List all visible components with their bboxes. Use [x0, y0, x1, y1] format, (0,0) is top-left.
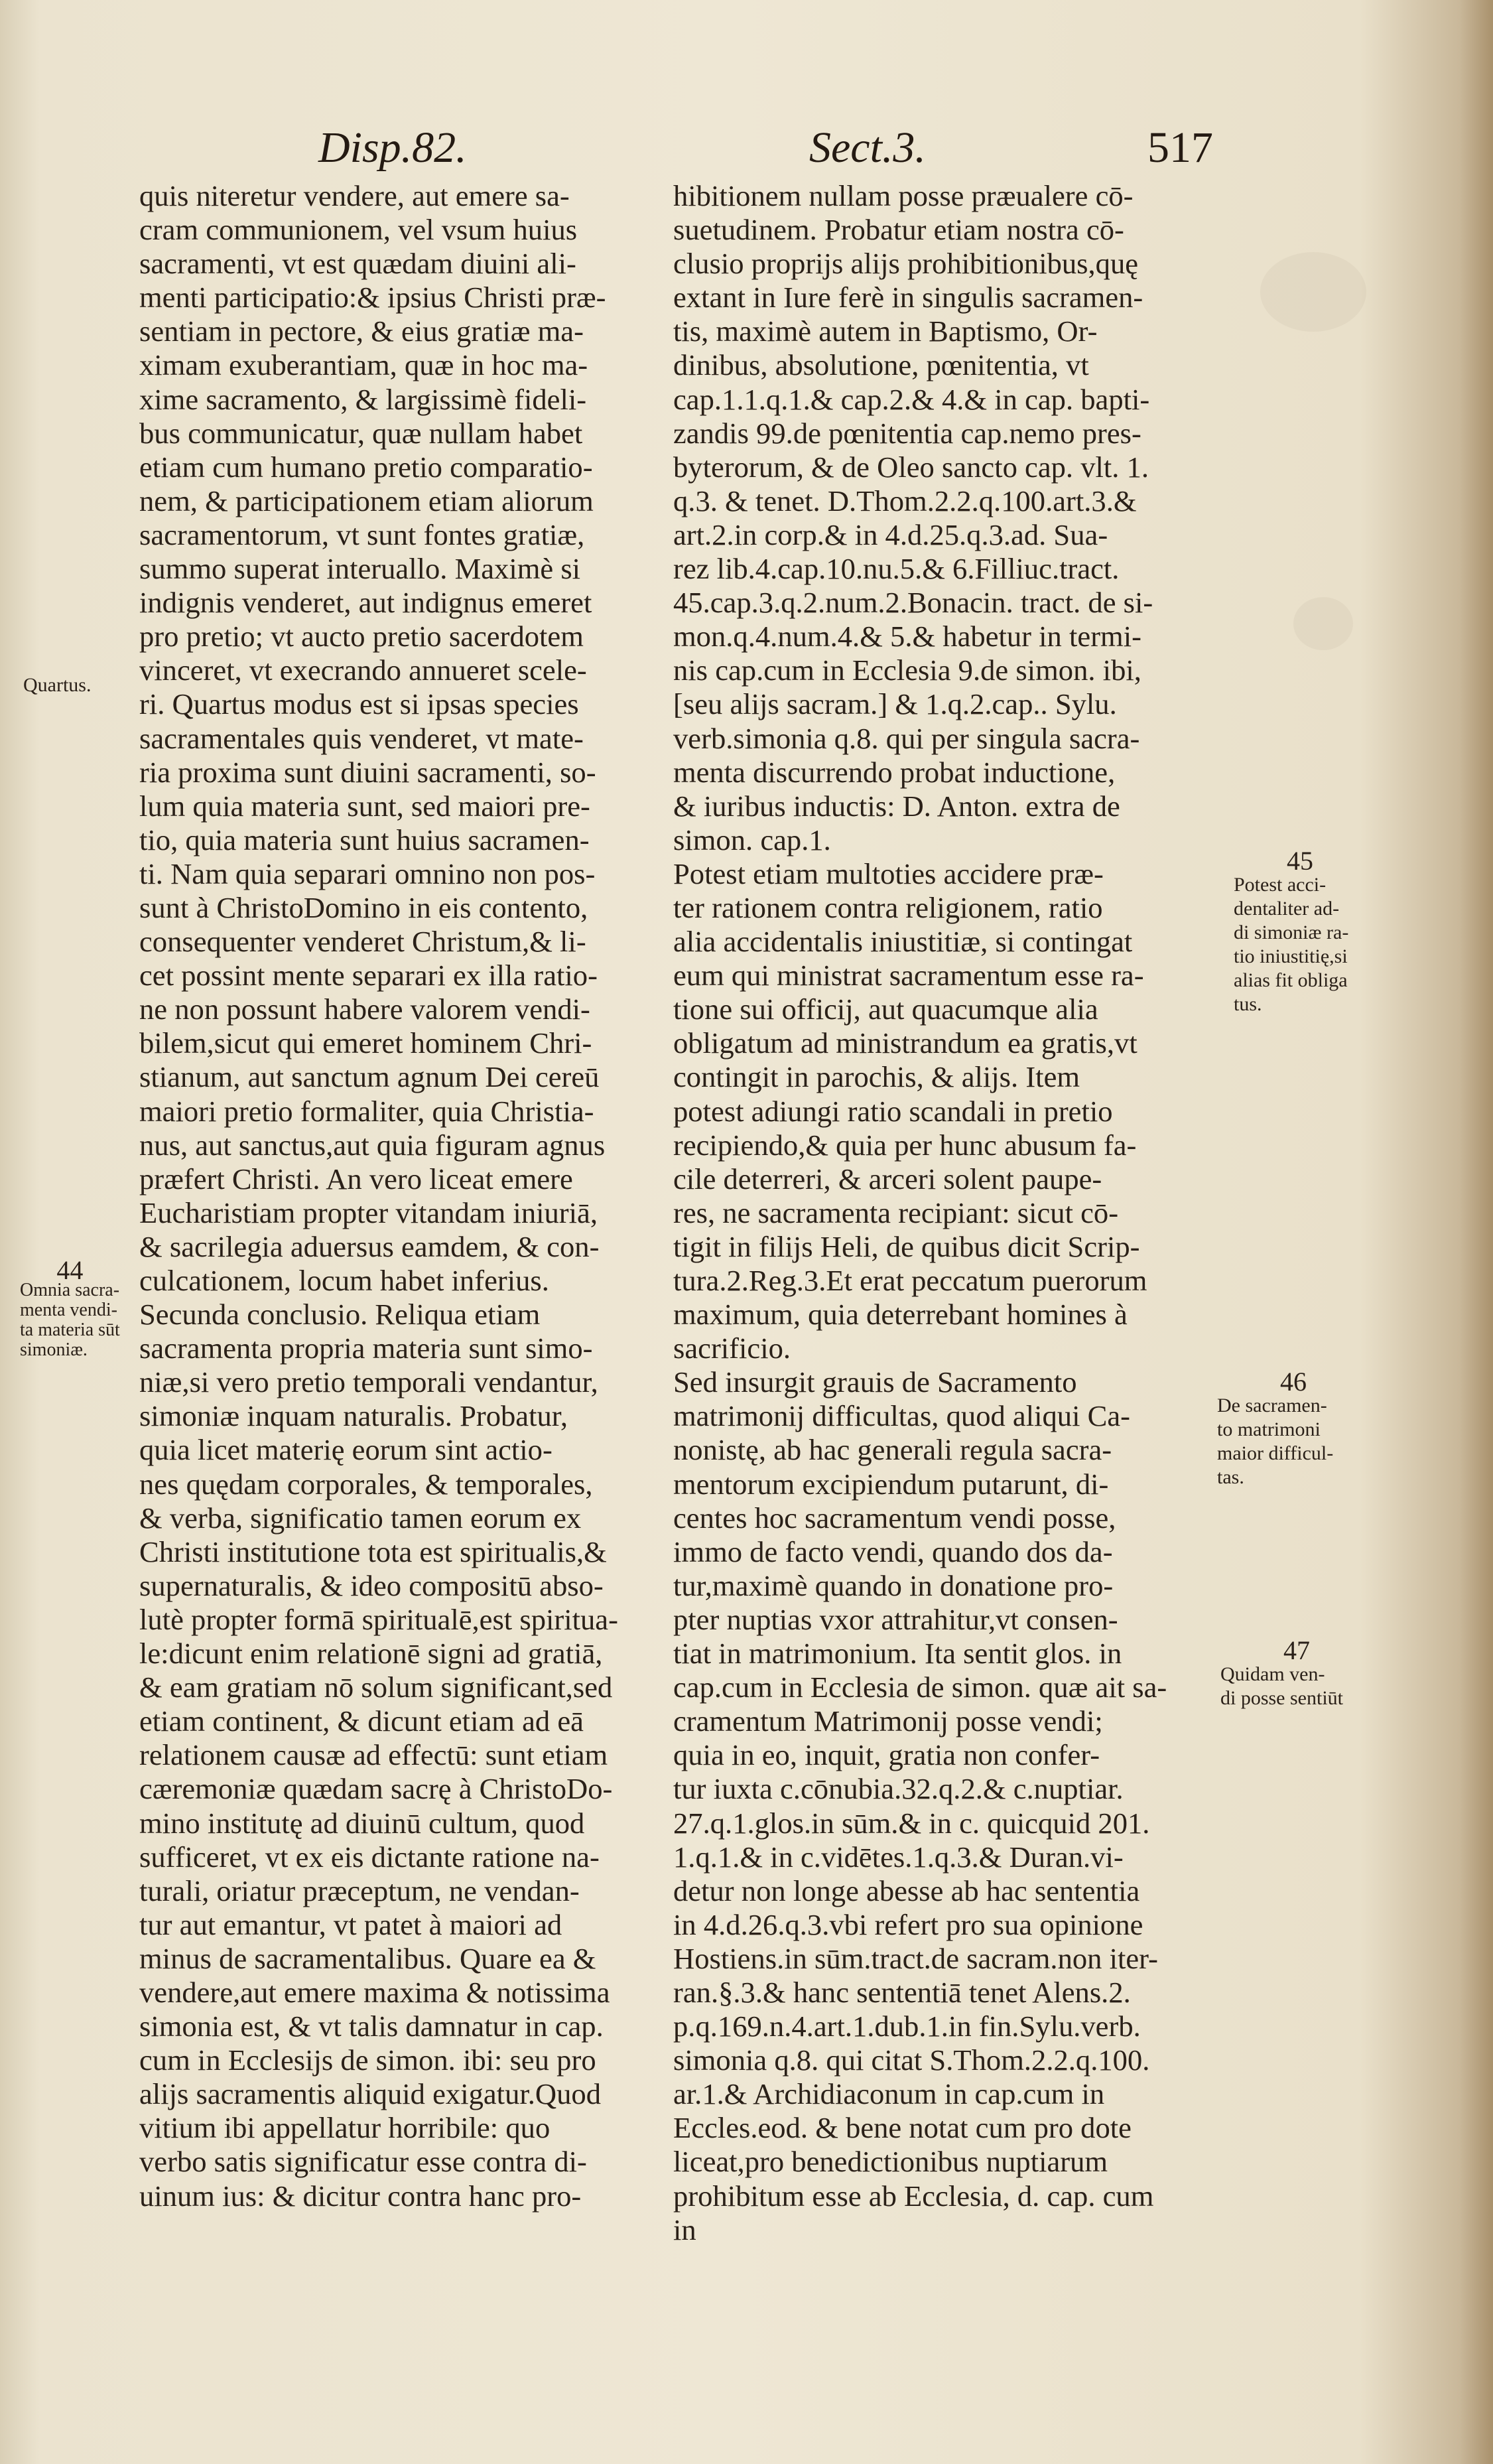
text-line: Sed insurgit grauis de Sacramento [673, 1365, 1077, 1399]
text-line: sacramentorum, vt sunt fontes gratiæ, [139, 517, 585, 551]
text-line: Potest etiam multoties accidere præ- [673, 856, 1104, 890]
text-line: tur,maximè quando in donatione pro- [673, 1568, 1114, 1602]
text-line: pter nuptias vxor attrahitur,vt consen- [673, 1602, 1118, 1636]
text-line: sacramenti, vt est quædam diuini ali- [139, 247, 576, 281]
text-line: hibitionem nullam posse præualere cō- [673, 179, 1134, 212]
text-line: ri. Quartus modus est si ipsas species [139, 687, 579, 721]
text-line: simoniæ inquam naturalis. Probatur, [139, 1399, 568, 1433]
text-line: rez lib.4.cap.10.nu.5.& 6.Filliuc.tract. [673, 552, 1120, 586]
text-line: culcationem, locum habet inferius. [139, 1264, 549, 1297]
text-line: tura.2.Reg.3.Et erat peccatum puerorum [673, 1264, 1147, 1297]
margin-note-line: Quidam ven- [1220, 1663, 1325, 1685]
text-line: supernaturalis, & ideo compositū abso- [139, 1568, 604, 1602]
text-line: tis, maximè autem in Baptismo, Or- [673, 314, 1098, 348]
text-line: nem, & participationem etiam aliorum [139, 484, 594, 517]
margin-note-number: 47 [1283, 1635, 1310, 1665]
margin-note-line: di simoniæ ra- [1234, 922, 1349, 943]
text-line: bilem,sicut qui emeret hominem Chri- [139, 1026, 592, 1060]
text-line: stianum, aut sanctum agnum Dei cereū [139, 1060, 600, 1094]
text-line: liceat,pro benedictionibus nuptiarum [673, 2145, 1108, 2179]
text-line: relationem causæ ad effectū: sunt etiam [139, 1738, 608, 1772]
text-line: maximum, quia deterrebant homines à [673, 1298, 1128, 1332]
text-line: pro pretio; vt aucto pretio sacerdotem [139, 620, 584, 653]
paper-stain [1293, 597, 1353, 650]
margin-note-number: 44 [56, 1255, 84, 1285]
text-line: extant in Iure ferè in singulis sacramen- [673, 281, 1143, 314]
text-line: in [673, 2213, 696, 2246]
text-line: cap.1.1.q.1.& cap.2.& 4.& in cap. bapti- [673, 382, 1150, 416]
text-line: tiat in matrimonium. Ita sentit glos. in [673, 1637, 1122, 1671]
text-line: eum qui ministrat sacramentum esse ra- [673, 959, 1144, 992]
text-line: turali, oriatur præceptum, ne vendan- [139, 1874, 580, 1907]
text-line: simon. cap.1. [673, 823, 831, 856]
text-line: ter rationem contra religionem, ratio [673, 890, 1103, 924]
text-line: vitium ibi appellatur horribile: quo [139, 2111, 551, 2145]
text-line: cramentum Matrimonij posse vendi; [673, 1704, 1103, 1738]
text-line: nes quędam corporales, & temporales, [139, 1467, 593, 1501]
text-line: [seu alijs sacram.] & 1.q.2.cap.. Sylu. [673, 687, 1117, 721]
margin-note-line: maior difficul- [1217, 1442, 1334, 1464]
margin-note-line: tus. [1234, 993, 1262, 1015]
text-line: lutè propter formā spiritualē,est spiritua- [139, 1602, 618, 1636]
text-line: detur non longe abesse ab hac sententia [673, 1874, 1140, 1907]
text-line: cram communionem, vel vsum huius [139, 213, 578, 247]
running-head-section: Sect.3. [809, 123, 926, 172]
text-line: sacramentales quis venderet, vt mate- [139, 721, 584, 755]
text-line: etiam cum humano pretio comparatio- [139, 450, 593, 484]
text-line: alijs sacramentis aliquid exigatur.Quod [139, 2077, 601, 2111]
margin-note-47 [1220, 1635, 1343, 1710]
text-line: 1.q.1.& in c.vidētes.1.q.3.& Duran.vi- [673, 1840, 1124, 1874]
margin-note-line: alias fit obliga [1234, 969, 1348, 991]
text-line: sufficeret, vt ex eis dictante ratione na- [139, 1840, 600, 1874]
text-line: byterorum, & de Oleo sancto cap. vlt. 1. [673, 450, 1149, 484]
text-line: alia accidentalis iniustitiæ, si contingat [673, 925, 1133, 959]
text-line: ximam exuberantiam, quæ in hoc ma- [139, 348, 588, 382]
text-line: suetudinem. Probatur etiam nostra cō- [673, 213, 1124, 247]
text-line: præfert Christi. An vero liceat emere [139, 1162, 573, 1196]
margin-note-line: tas. [1217, 1466, 1244, 1488]
text-line: uinum ius: & dicitur contra hanc pro- [139, 2179, 582, 2213]
text-line: bus communicatur, quæ nullam habet [139, 416, 583, 450]
margin-note-line: Potest acci- [1234, 874, 1327, 896]
text-line: tur aut emantur, vt patet à maiori ad [139, 1907, 562, 1941]
text-line: mino institutę ad diuinū cultum, quod [139, 1806, 585, 1840]
right-text-column [673, 179, 1217, 2247]
margin-note-line: to matrimoni [1217, 1418, 1321, 1440]
text-line: prohibitum esse ab Ecclesia, d. cap. cum [673, 2179, 1154, 2213]
text-line: cet possint mente separari ex illa ratio- [139, 959, 598, 992]
text-line: p.q.169.n.4.art.1.dub.1.in fin.Sylu.verb. [673, 2010, 1141, 2043]
text-line: cum in Ecclesijs de simon. ibi: seu pro [139, 2043, 596, 2077]
text-line: consequenter venderet Christum,& li- [139, 925, 586, 959]
text-line: etiam continent, & dicunt etiam ad eā [139, 1704, 584, 1738]
left-text-column [139, 179, 657, 2213]
text-line: tigit in filijs Heli, de quibus dicit Scrip- [673, 1229, 1140, 1263]
margin-note-line: Omnia sacra- [20, 1280, 120, 1300]
text-line: centes hoc sacramentum vendi posse, [673, 1501, 1116, 1535]
text-line: tione sui officij, aut quacumque alia [673, 992, 1098, 1026]
margin-note-line: di posse sentiūt [1220, 1687, 1343, 1709]
text-line: Eccles.eod. & bene notat cum pro dote [673, 2111, 1132, 2145]
text-line: verb.simonia q.8. qui per singula sacra- [673, 721, 1140, 755]
paper-stain [1260, 252, 1366, 332]
text-line: 45.cap.3.q.2.num.2.Bonacin. tract. de si- [673, 586, 1153, 620]
text-line: cile deterreri, & arceri solent paupe- [673, 1162, 1102, 1196]
text-line: Eucharistiam propter vitandam iniuriā, [139, 1196, 598, 1229]
text-line: verbo satis significatur esse contra di- [139, 2145, 587, 2179]
text-line: nus, aut sanctus,aut quia figuram agnus [139, 1128, 606, 1162]
margin-note-line: De sacramen- [1217, 1395, 1327, 1416]
text-line: xime sacramento, & largissimè fideli- [139, 382, 587, 416]
text-line: nonistę, ab hac generali regula sacra- [673, 1433, 1112, 1467]
margin-note-line: ta materia sūt [20, 1320, 120, 1340]
text-line: potest adiungi ratio scandali in pretio [673, 1094, 1113, 1128]
margin-note-line: menta vendi- [20, 1300, 117, 1320]
text-line: immo de facto vendi, quando dos da- [673, 1535, 1113, 1568]
text-line: le:dicunt enim relationē signi ad gratiā, [139, 1637, 603, 1671]
text-line: 27.q.1.glos.in sūm.& in c. quicquid 201. [673, 1806, 1150, 1840]
running-head-disputation: Disp.82. [318, 123, 467, 172]
text-line: maiori pretio formaliter, quia Christia- [139, 1094, 594, 1128]
text-line: obligatum ad ministrandum ea gratis,vt [673, 1026, 1137, 1060]
text-line: ria proxima sunt diuini sacramenti, so- [139, 755, 596, 789]
text-line: zandis 99.de pœnitentia cap.nemo pres- [673, 416, 1141, 450]
text-line: & sacrilegia aduersus eamdem, & con- [139, 1229, 600, 1263]
text-line: mon.q.4.num.4.& 5.& habetur in termi- [673, 620, 1141, 653]
text-line: cæremoniæ quædam sacrę à ChristoDo- [139, 1772, 613, 1806]
text-line: quia licet materię eorum sint actio- [139, 1433, 552, 1467]
margin-note-44 [20, 1255, 120, 1360]
text-line: & verba, significatio tamen eorum ex [139, 1501, 582, 1535]
text-line: Christi institutione tota est spiritualis,& [139, 1535, 607, 1568]
text-line: Secunda conclusio. Reliqua etiam [139, 1298, 541, 1332]
text-line: mentorum excipiendum putarunt, di- [673, 1467, 1109, 1501]
text-line: ti. Nam quia separari omnino non pos- [139, 856, 596, 890]
text-line: dinibus, absolutione, pœnitentia, vt [673, 348, 1089, 382]
text-line: res, ne sacramenta recipiant: sicut cō- [673, 1196, 1119, 1229]
text-line: cap.cum in Ecclesia de simon. quæ ait sa- [673, 1671, 1167, 1704]
text-line: summo superat interuallo. Maximè si [139, 552, 581, 586]
text-line: q.3. & tenet. D.Thom.2.2.q.100.art.3.& [673, 484, 1137, 517]
text-line: menti participatio:& ipsius Christi præ- [139, 281, 606, 314]
text-line: simonia q.8. qui citat S.Thom.2.2.q.100. [673, 2043, 1150, 2077]
text-line: sacramenta propria materia sunt simo- [139, 1332, 593, 1365]
text-line: vendere,aut emere maxima & notissima [139, 1975, 610, 2009]
text-line: in 4.d.26.q.3.vbi refert pro sua opinione [673, 1907, 1143, 1941]
text-line: indignis venderet, aut indignus emeret [139, 586, 592, 620]
text-line: tur iuxta c.cōnubia.32.q.2.& c.nuptiar. [673, 1772, 1124, 1806]
text-line: quia in eo, inquit, gratia non confer- [673, 1738, 1100, 1772]
text-line: quis niteretur vendere, aut emere sa- [139, 179, 570, 212]
text-line: simonia est, & vt talis damnatur in cap. [139, 2010, 604, 2043]
margin-note-quartus [23, 673, 91, 697]
text-line: ne non possunt habere valorem vendi- [139, 992, 590, 1026]
text-line: minus de sacramentalibus. Quare ea & [139, 1941, 596, 1975]
text-line: ran.§.3.& hanc sententiā tenet Alens.2. [673, 1975, 1131, 2009]
text-line: contingit in parochis, & alijs. Item [673, 1060, 1080, 1094]
page-number: 517 [1147, 123, 1213, 172]
text-line: nis cap.cum in Ecclesia 9.de simon. ibi, [673, 653, 1141, 687]
margin-note-line: dentaliter ad- [1234, 898, 1340, 920]
text-line: lum quia materia sunt, sed maiori pre- [139, 789, 590, 823]
text-line: sentiam in pectore, & eius gratiæ ma- [139, 314, 584, 348]
text-line: ar.1.& Archidiaconum in cap.cum in [673, 2077, 1105, 2111]
text-line: tio, quia materia sunt huius sacramen- [139, 823, 590, 856]
margin-note-number: 45 [1287, 846, 1313, 876]
margin-note-45 [1234, 846, 1349, 1016]
text-line: clusio proprijs alijs prohibitionibus,quę [673, 247, 1139, 281]
margin-note-line: simoniæ. [20, 1339, 88, 1360]
text-line: art.2.in corp.& in 4.d.25.q.3.ad. Sua- [673, 517, 1108, 551]
text-line: sacrificio. [673, 1332, 791, 1365]
text-line: matrimonij difficultas, quod aliqui Ca- [673, 1399, 1131, 1433]
text-line: & iuribus inductis: D. Anton. extra de [673, 789, 1120, 823]
text-line: menta discurrendo probat inductione, [673, 755, 1116, 789]
text-line: recipiendo,& quia per hunc abusum fa- [673, 1128, 1137, 1162]
text-line: vinceret, vt execrando annueret scele- [139, 653, 587, 687]
margin-note-text: Quartus. [23, 674, 92, 696]
text-line: & eam gratiam nō solum significant,sed [139, 1671, 613, 1704]
text-line: sunt à ChristoDomino in eis contento, [139, 890, 588, 924]
margin-note-46 [1217, 1367, 1334, 1489]
margin-note-number: 46 [1280, 1367, 1307, 1397]
text-line: niæ,si vero pretio temporali vendantur, [139, 1365, 598, 1399]
text-line: Hostiens.in sūm.tract.de sacram.non iter- [673, 1941, 1158, 1975]
margin-note-line: tio iniustitię,si [1234, 945, 1348, 967]
